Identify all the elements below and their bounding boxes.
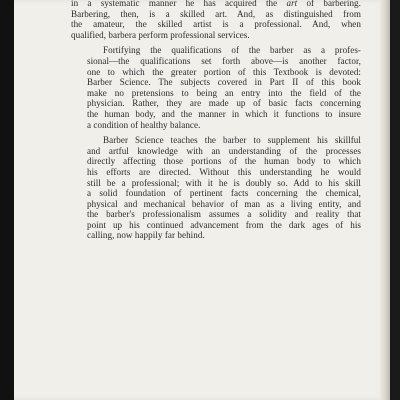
text-line: and artful knowledge with an understanding of the processes — [87, 145, 361, 156]
text-line: Barbering, then, is a skilled art. And, as distinguished from — [71, 8, 361, 19]
text-line: make no pretensions to being an entry into the field of the — [87, 87, 361, 98]
scan-background — [0, 0, 14, 400]
text-line: directly affecting those portions of the human body to which — [87, 156, 361, 167]
text-line: in a systematic manner he has acquired the art of barbering. — [71, 0, 361, 8]
paragraph — [71, 0, 361, 40]
text-line: one to which the greater portion of this Textbook is devoted: — [87, 66, 361, 77]
paragraph — [71, 45, 361, 130]
text-line: Barber Science. The subjects covered in Part II of this book — [87, 77, 361, 88]
text-line: qualified, barbera perform professional services. — [71, 29, 250, 40]
text-line: a condition of healthy balance. — [87, 119, 201, 130]
text-line: Barber Science teaches the barber to supplement his skillful — [103, 135, 361, 146]
text-line: still be a professional; with it he is doubly so. Add to his skill — [87, 177, 361, 188]
paragraph — [71, 135, 361, 241]
text-line: a solid foundation of pertinent facts concerning the chemical, — [87, 188, 361, 199]
text-line: his efforts are directed. Without this understanding he would — [87, 166, 361, 177]
text-line: sional—the qualifications set forth above—is another factor, — [87, 55, 361, 66]
book-page — [14, 0, 390, 400]
body-text — [71, 0, 361, 246]
text-line: the amateur, the skilled artist is a professional. And, when — [71, 19, 361, 30]
text-line: physician. Rather, they are made up of basic facts concerning — [87, 98, 361, 109]
text-line: point up his continued advancement from the dark ages of his — [87, 219, 361, 230]
text-line: physical and mechanical behavior of man as a living entity, and — [87, 198, 361, 209]
text-line: the barber's professionalism assumes a solidity and reality that — [87, 209, 361, 220]
emphasis-text: art — [286, 0, 298, 8]
text-line: calling, now happily far behind. — [87, 230, 205, 241]
text-line: the human body, and the manner in which it functions to insure — [87, 108, 361, 119]
page-edge — [380, 0, 390, 400]
text-line: Fortifying the qualifications of the barber as a profes- — [103, 45, 361, 56]
